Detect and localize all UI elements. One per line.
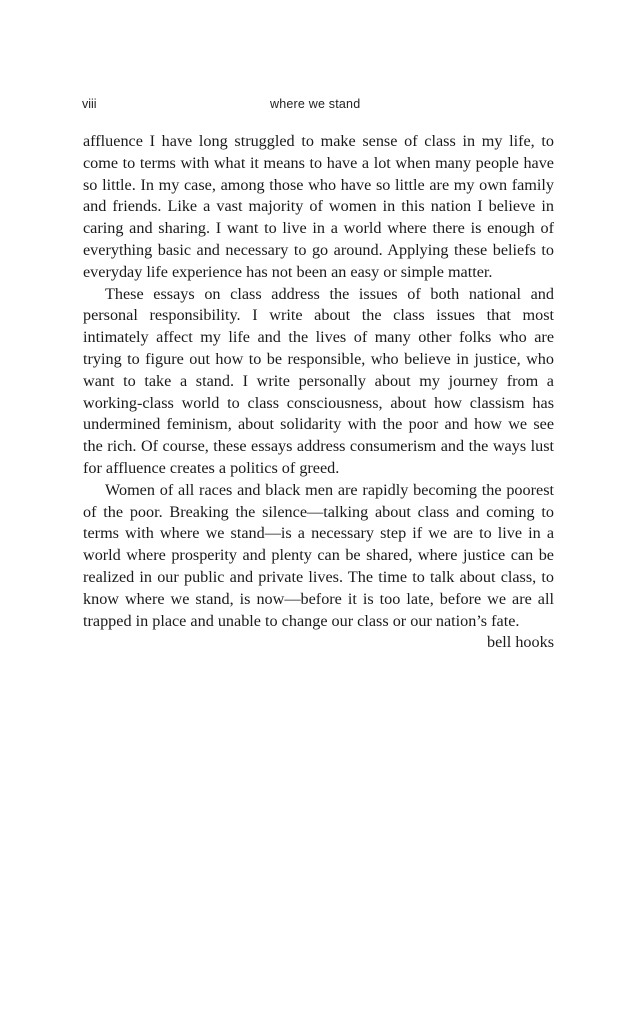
paragraph-essays: These essays on class address the issues of both national and personal responsibility. I write about the class issues that most intimately affect my life and the lives of many other folks who are trying to figure out how to be responsible, who believe in justice, who want to take a stand. I write personally about my journey from a working-class world to class consciousness, about how classism has undermined feminism, about solidarity with the poor and how we see the rich. Of course, these essays address consumerism and the ways lust for affluence creates a politics of greed. [83,284,554,477]
paragraph-women: Women of all races and black men are rapidly becoming the poorest of the poor. Breaking the silence—talking about class and coming to terms with where we stand—is a necessary step if we are to live in a world where prosperity and plenty can be shared, where justice can be realized in our public and private lives. The time to talk about class, to know where we stand, is now—before it is too late, before we are all trapped in place and unable to change our class or our nation’s fate. [83,480,554,630]
body-text [83,131,554,654]
page-number: viii [82,97,97,111]
paragraph-continued: affluence I have long struggled to make sense of class in my life, to come to terms with what it means to have a lot when many people have so little. In my case, among those who have so little are my own family and friends. Like a vast majority of women in this nation I believe in caring and sharing. I want to live in a world where there is enough of everything basic and necessary to go around. Applying these beliefs to everyday life experience has not been an easy or simple matter. [83,132,554,281]
author-signature: bell hooks [487,633,554,652]
running-head [82,97,553,113]
running-title: where we stand [270,97,361,111]
